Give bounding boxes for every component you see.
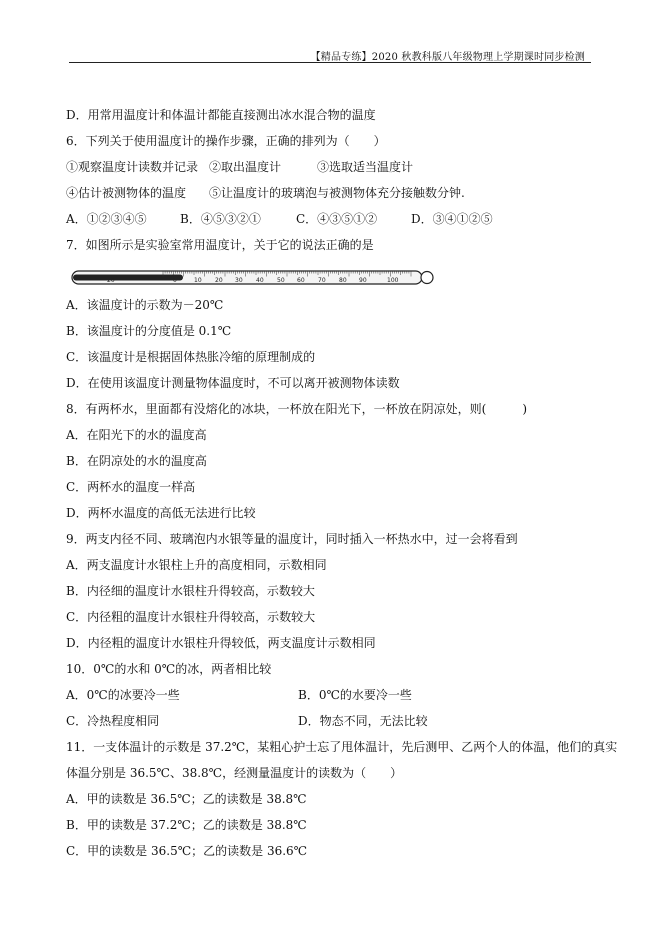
q9-stem: 9．两支内径不同、玻璃泡内水银等量的温度计，同时插入一杯热水中，过一会将看到 <box>66 532 518 546</box>
q6-step-4: ④估计被测物体的温度 <box>66 186 187 200</box>
thermometer-label: 40 <box>256 277 264 284</box>
thermometer-label: 100 <box>387 277 399 284</box>
q11-option-b: B．甲的读数是 37.2℃；乙的读数是 38.8℃ <box>66 818 307 832</box>
q8-option-d: D．两杯水温度的高低无法进行比较 <box>66 506 256 520</box>
q11-stem-line1: 11．一支体温计的示数是 37.2℃，某粗心护士忘了甩体温计，先后测甲、乙两个人的体温，他们的真实 <box>66 740 618 754</box>
thermometer-figure <box>71 267 441 289</box>
q6-option-b: B．④⑤③②① <box>180 212 261 226</box>
q9-option-c: C．内径粗的温度计水银柱升得较高，示数较大 <box>66 610 316 624</box>
header-divider <box>69 62 591 63</box>
thermometer-end-loop <box>421 272 433 284</box>
q8-option-a: A．在阳光下的水的温度高 <box>66 428 207 442</box>
thermometer-label: 30 <box>235 277 243 284</box>
q6-option-c: C．④③⑤①② <box>296 212 378 226</box>
q8-stem: 8．有两杯水，里面都有没熔化的冰块，一杯放在阳光下，一杯放在阴凉处，则( ) <box>66 402 528 416</box>
q9-option-a: A．两支温度计水银柱上升的高度相同，示数相同 <box>66 558 327 572</box>
q10-option-a: A．0℃的冰要冷一些 <box>66 688 180 702</box>
thermometer-label: －20 <box>101 277 115 284</box>
thermometer-mercury-column <box>73 275 183 281</box>
q5-option-d: D．用常用温度计和体温计都能直接测出冰水混合物的温度 <box>66 108 376 122</box>
thermometer-label: 90 <box>359 277 367 284</box>
q10-option-c: C．冷热程度相同 <box>66 714 160 728</box>
q11-stem-line2: 体温分别是 36.5℃、38.8℃，经测量温度计的读数为（ ） <box>66 766 403 780</box>
q8-option-b: B．在阴凉处的水的温度高 <box>66 454 207 468</box>
q9-option-b: B．内径细的温度计水银柱升得较高，示数较大 <box>66 584 315 598</box>
q7-option-d: D．在使用该温度计测量物体温度时，不可以离开被测物体读数 <box>66 376 400 390</box>
q7-option-b: B．该温度计的分度值是 0.1℃ <box>66 324 232 338</box>
q10-stem: 10．0℃的水和 0℃的冰，两者相比较 <box>66 662 272 676</box>
thermometer-label: 80 <box>339 277 347 284</box>
q8-option-c: C．两杯水的温度一样高 <box>66 480 196 494</box>
q7-option-a: A．该温度计的示数为－20℃ <box>66 298 224 312</box>
q6-stem: 6．下列关于使用温度计的操作步骤，正确的排列为（ ） <box>66 134 386 148</box>
q6-step-3: ③选取适当温度计 <box>317 160 414 174</box>
thermometer-label: 60 <box>297 277 305 284</box>
q10-option-b: B．0℃的水要冷一些 <box>298 688 412 702</box>
q11-option-a: A．甲的读数是 36.5℃；乙的读数是 38.8℃ <box>66 792 307 806</box>
thermometer-label: 50 <box>277 277 285 284</box>
thermometer-label: 0 <box>173 277 177 284</box>
q11-option-c: C．甲的读数是 36.5℃；乙的读数是 36.6℃ <box>66 844 308 858</box>
q6-step-2: ②取出温度计 <box>209 160 282 174</box>
q6-step-5: ⑤让温度计的玻璃泡与被测物体充分接触数分钟. <box>209 186 465 200</box>
q7-stem: 7．如图所示是实验室常用温度计，关于它的说法正确的是 <box>66 238 374 252</box>
thermometer-label: 10 <box>194 277 202 284</box>
page-header: 【精品专练】2020 秋教科版八年级物理上学期课时同步检测 <box>310 52 585 63</box>
q7-option-c: C．该温度计是根据固体热胀冷缩的原理制成的 <box>66 350 316 364</box>
q6-option-a: A．①②③④⑤ <box>66 212 147 226</box>
q9-option-d: D．内径粗的温度计水银柱升得较低，两支温度计示数相同 <box>66 636 376 650</box>
q10-option-d: D．物态不同，无法比较 <box>298 714 428 728</box>
thermometer-label: 20 <box>215 277 223 284</box>
thermometer-label: 70 <box>318 277 326 284</box>
q6-option-d: D．③④①②⑤ <box>411 212 493 226</box>
q6-step-1: ①观察温度计读数并记录 <box>66 160 199 174</box>
